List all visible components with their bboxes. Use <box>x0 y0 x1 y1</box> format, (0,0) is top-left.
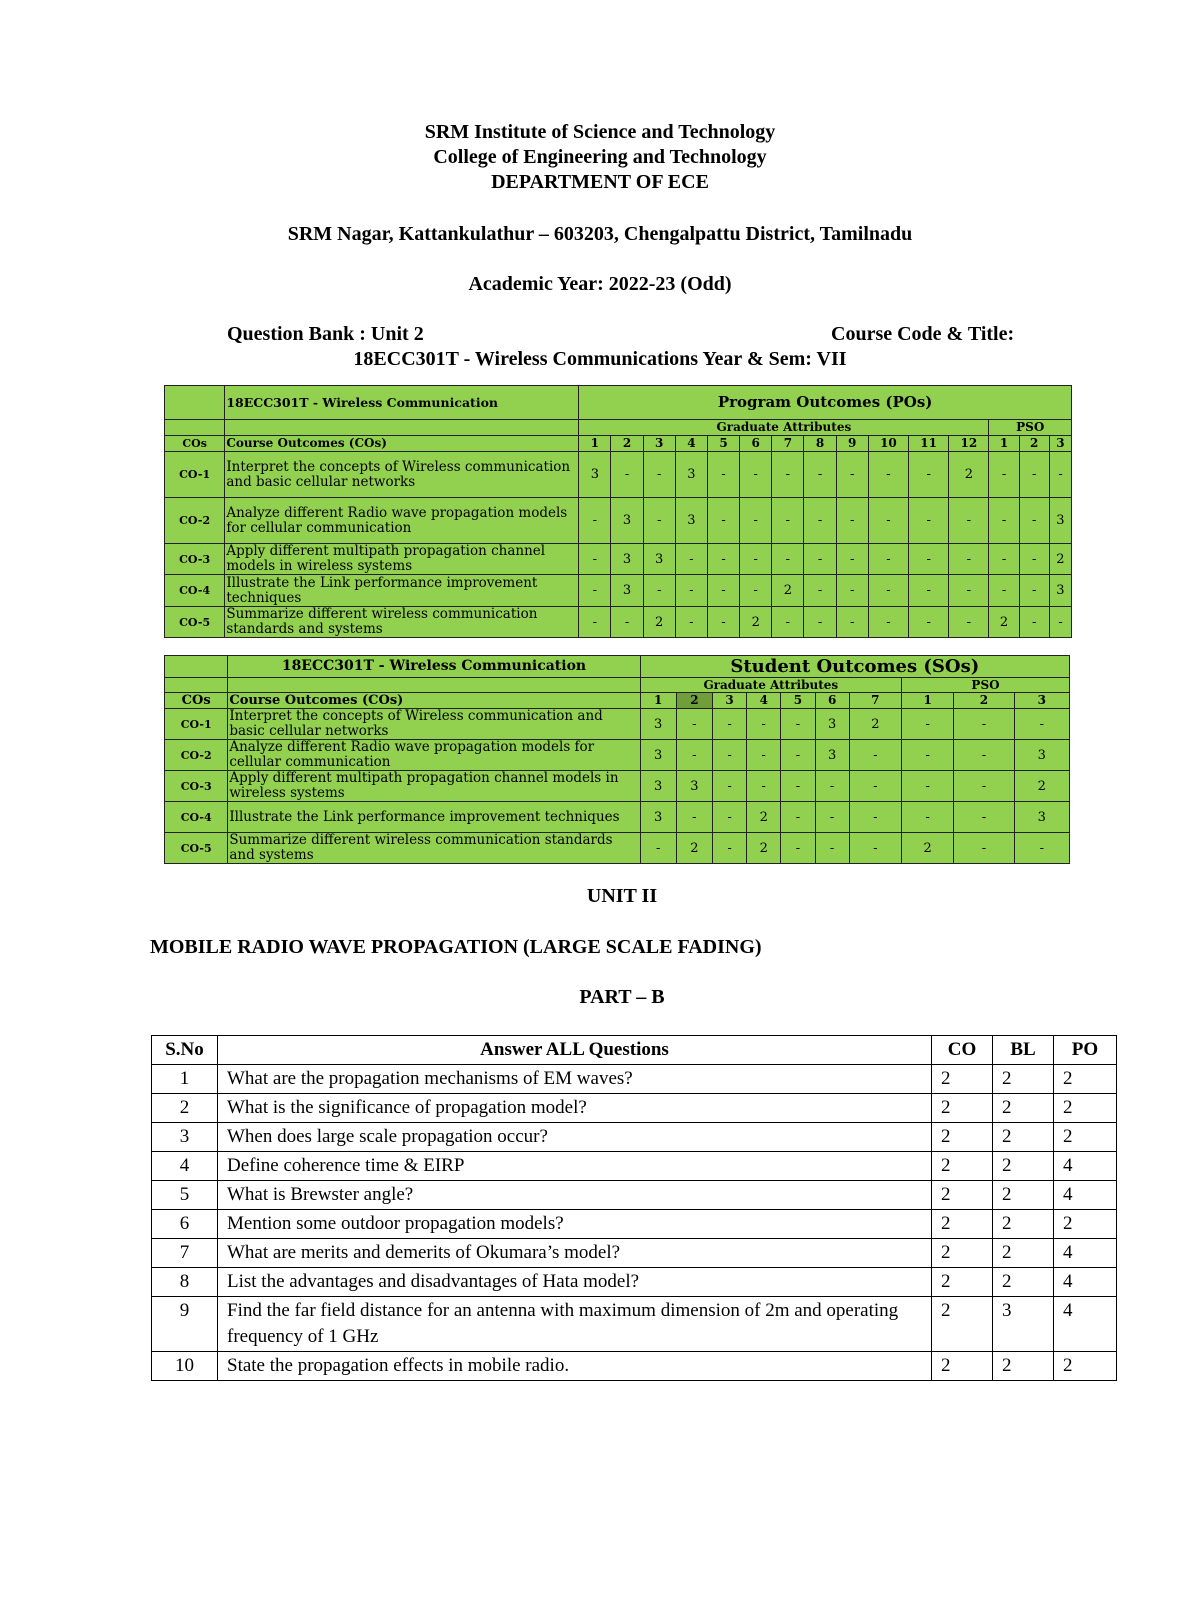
college-name: College of Engineering and Technology <box>433 146 767 168</box>
so-empty-cell <box>228 678 640 693</box>
po-empty-cell <box>165 420 225 436</box>
unit-title: MOBILE RADIO WAVE PROPAGATION (LARGE SCALE FADING) <box>150 936 762 958</box>
po-value-cell: - <box>836 575 868 607</box>
so-value-cell: - <box>849 740 901 771</box>
question-po: 2 <box>1054 1065 1117 1094</box>
question-number: 5 <box>152 1181 218 1210</box>
question-number: 7 <box>152 1239 218 1268</box>
po-pso-header: PSO <box>989 420 1072 436</box>
question-bank-label: Question Bank : Unit 2 <box>227 323 424 345</box>
po-table-row <box>165 607 1072 638</box>
so-value-cell: - <box>640 833 676 864</box>
co-id: CO-3 <box>165 771 228 802</box>
question-row <box>152 1297 1117 1352</box>
so-value-cell: 2 <box>747 833 781 864</box>
question-co: 2 <box>932 1065 993 1094</box>
po-header: PO <box>1054 1036 1117 1065</box>
question-bl: 2 <box>993 1239 1054 1268</box>
question-co: 2 <box>932 1268 993 1297</box>
po-value-cell: 3 <box>643 544 675 575</box>
so-number-header: 4 <box>747 693 781 709</box>
program-outcomes-table <box>164 385 1072 638</box>
address: SRM Nagar, Kattankulathur – 603203, Chengalpattu District, Tamilnadu <box>287 223 913 245</box>
institute-name: SRM Institute of Science and Technology <box>424 121 776 143</box>
po-value-cell: - <box>909 575 949 607</box>
po-value-cell: 2 <box>643 607 675 638</box>
po-value-cell: - <box>707 452 739 498</box>
co-description: Analyze different Radio wave propagation models for cellular communication <box>225 498 579 544</box>
po-value-cell: - <box>949 544 989 575</box>
question-text: Mention some outdoor propagation models? <box>218 1210 932 1239</box>
question-number: 4 <box>152 1152 218 1181</box>
question-co: 2 <box>932 1210 993 1239</box>
course-code-label: Course Code & Title: <box>831 323 1015 345</box>
so-number-header: 2 <box>676 693 712 709</box>
co-description: Analyze different Radio wave propagation models for cellular communication <box>228 740 640 771</box>
po-value-cell: - <box>643 452 675 498</box>
co-id: CO-3 <box>165 544 225 575</box>
po-value-cell: 3 <box>611 575 643 607</box>
so-value-cell: 3 <box>676 771 712 802</box>
question-co: 2 <box>932 1181 993 1210</box>
po-corner-cell <box>165 386 225 420</box>
so-table-row <box>165 833 1070 864</box>
so-cos-header: COs <box>165 693 228 709</box>
po-value-cell: - <box>909 452 949 498</box>
course-line: 18ECC301T - Wireless Communications Year & Sem: VII <box>353 348 847 370</box>
po-value-cell: - <box>579 575 611 607</box>
bl-header: BL <box>993 1036 1054 1065</box>
po-course-outcomes-header: Course Outcomes (COs) <box>225 436 579 452</box>
so-value-cell: - <box>781 802 815 833</box>
co-id: CO-4 <box>165 802 228 833</box>
so-value-cell: - <box>849 833 901 864</box>
po-value-cell: - <box>740 452 772 498</box>
so-value-cell: - <box>954 771 1014 802</box>
question-bl: 2 <box>993 1210 1054 1239</box>
po-value-cell: - <box>772 607 804 638</box>
question-row <box>152 1094 1117 1123</box>
po-value-cell: 3 <box>1049 498 1071 544</box>
co-header: CO <box>932 1036 993 1065</box>
so-value-cell: - <box>902 802 954 833</box>
so-group-header: Student Outcomes (SOs) <box>640 656 1069 678</box>
po-empty-cell <box>225 420 579 436</box>
so-value-cell: - <box>1014 709 1069 740</box>
so-value-cell: - <box>815 802 849 833</box>
pso-number-header: 2 <box>1019 436 1049 452</box>
question-po: 2 <box>1054 1352 1117 1381</box>
po-value-cell: - <box>909 607 949 638</box>
question-text: What are the propagation mechanisms of EM waves? <box>218 1065 932 1094</box>
po-number-header: 2 <box>611 436 643 452</box>
so-value-cell: - <box>815 771 849 802</box>
question-bl: 2 <box>993 1181 1054 1210</box>
co-id: CO-5 <box>165 607 225 638</box>
question-number: 9 <box>152 1297 218 1352</box>
questions-table <box>151 1035 1117 1381</box>
question-po: 4 <box>1054 1181 1117 1210</box>
question-number: 10 <box>152 1352 218 1381</box>
po-value-cell: - <box>909 544 949 575</box>
po-number-header: 3 <box>643 436 675 452</box>
question-bl: 2 <box>993 1268 1054 1297</box>
so-value-cell: - <box>815 833 849 864</box>
co-description: Apply different multipath propagation channel models in wireless systems <box>228 771 640 802</box>
question-co: 2 <box>932 1352 993 1381</box>
so-course-outcomes-header: Course Outcomes (COs) <box>228 693 640 709</box>
so-pso-header: PSO <box>902 678 1070 693</box>
po-number-header: 7 <box>772 436 804 452</box>
po-value-cell: - <box>836 607 868 638</box>
so-value-cell: 2 <box>676 833 712 864</box>
question-co: 2 <box>932 1297 993 1352</box>
question-text: What is Brewster angle? <box>218 1181 932 1210</box>
question-text: When does large scale propagation occur? <box>218 1123 932 1152</box>
po-value-cell: 2 <box>772 575 804 607</box>
po-value-cell: - <box>1019 544 1049 575</box>
po-value-cell: 2 <box>1049 544 1071 575</box>
question-bl: 2 <box>993 1123 1054 1152</box>
so-value-cell: - <box>902 709 954 740</box>
po-value-cell: 3 <box>611 544 643 575</box>
question-co: 2 <box>932 1152 993 1181</box>
po-value-cell: - <box>1019 607 1049 638</box>
po-value-cell: - <box>579 607 611 638</box>
part-heading: PART – B <box>579 986 665 1008</box>
so-value-cell: 3 <box>1014 802 1069 833</box>
po-value-cell: - <box>989 575 1019 607</box>
co-description: Illustrate the Link performance improvement techniques <box>228 802 640 833</box>
po-value-cell: - <box>804 544 836 575</box>
po-value-cell: - <box>989 452 1019 498</box>
co-id: CO-2 <box>165 740 228 771</box>
question-number: 3 <box>152 1123 218 1152</box>
po-graduate-attributes: Graduate Attributes <box>579 420 989 436</box>
co-description: Interpret the concepts of Wireless communication and basic cellular networks <box>228 709 640 740</box>
co-description: Apply different multipath propagation channel models in wireless systems <box>225 544 579 575</box>
po-value-cell: - <box>836 452 868 498</box>
so-pso-number-header: 2 <box>954 693 1014 709</box>
po-value-cell: - <box>868 575 908 607</box>
so-value-cell: 2 <box>747 802 781 833</box>
unit-heading: UNIT II <box>586 885 658 907</box>
so-value-cell: 3 <box>640 740 676 771</box>
question-text: Find the far field distance for an antenna with maximum dimension of 2m and operating frequency of 1 GHz <box>218 1297 932 1352</box>
so-value-cell: - <box>902 771 954 802</box>
so-empty-cell <box>165 678 228 693</box>
question-po: 2 <box>1054 1123 1117 1152</box>
question-co: 2 <box>932 1094 993 1123</box>
po-value-cell: - <box>675 544 707 575</box>
po-value-cell: - <box>868 607 908 638</box>
question-text: What are merits and demerits of Okumara’s model? <box>218 1239 932 1268</box>
po-value-cell: - <box>675 607 707 638</box>
question-po: 2 <box>1054 1210 1117 1239</box>
po-value-cell: - <box>1049 452 1071 498</box>
po-table-row <box>165 544 1072 575</box>
academic-year: Academic Year: 2022-23 (Odd) <box>468 273 732 295</box>
co-id: CO-2 <box>165 498 225 544</box>
po-value-cell: - <box>772 544 804 575</box>
so-value-cell: 3 <box>815 709 849 740</box>
so-value-cell: - <box>676 709 712 740</box>
po-table-row <box>165 452 1072 498</box>
po-value-cell: - <box>868 544 908 575</box>
so-value-cell: 2 <box>1014 771 1069 802</box>
so-value-cell: - <box>712 833 746 864</box>
so-value-cell: 3 <box>640 802 676 833</box>
question-bl: 2 <box>993 1352 1054 1381</box>
question-row <box>152 1152 1117 1181</box>
po-value-cell: - <box>707 544 739 575</box>
so-value-cell: 2 <box>849 709 901 740</box>
co-description: Illustrate the Link performance improvement techniques <box>225 575 579 607</box>
so-value-cell: 3 <box>815 740 849 771</box>
po-group-header: Program Outcomes (POs) <box>579 386 1072 420</box>
po-value-cell: - <box>643 498 675 544</box>
po-value-cell: - <box>740 498 772 544</box>
po-value-cell: - <box>836 544 868 575</box>
so-value-cell: - <box>712 709 746 740</box>
co-id: CO-1 <box>165 452 225 498</box>
po-number-header: 8 <box>804 436 836 452</box>
question-po: 4 <box>1054 1152 1117 1181</box>
question-row <box>152 1239 1117 1268</box>
so-value-cell: - <box>954 833 1014 864</box>
po-value-cell: 2 <box>949 452 989 498</box>
po-number-header: 4 <box>675 436 707 452</box>
so-number-header: 7 <box>849 693 901 709</box>
po-value-cell: - <box>989 498 1019 544</box>
po-value-cell: - <box>1019 575 1049 607</box>
so-value-cell: 3 <box>640 709 676 740</box>
so-value-cell: - <box>1014 833 1069 864</box>
so-graduate-attributes: Graduate Attributes <box>640 678 901 693</box>
po-value-cell: - <box>804 575 836 607</box>
po-value-cell: - <box>804 452 836 498</box>
so-value-cell: - <box>676 802 712 833</box>
question-row <box>152 1268 1117 1297</box>
question-po: 4 <box>1054 1268 1117 1297</box>
department-name: DEPARTMENT OF ECE <box>491 171 709 193</box>
so-value-cell: - <box>747 740 781 771</box>
so-value-cell: 2 <box>902 833 954 864</box>
question-text: List the advantages and disadvantages of Hata model? <box>218 1268 932 1297</box>
sno-header: S.No <box>152 1036 218 1065</box>
so-value-cell: - <box>954 709 1014 740</box>
co-id: CO-4 <box>165 575 225 607</box>
po-value-cell: - <box>740 575 772 607</box>
po-value-cell: - <box>836 498 868 544</box>
co-id: CO-5 <box>165 833 228 864</box>
po-value-cell: - <box>989 544 1019 575</box>
question-text: What is the significance of propagation model? <box>218 1094 932 1123</box>
po-number-header: 6 <box>740 436 772 452</box>
question-row <box>152 1181 1117 1210</box>
question-po: 2 <box>1054 1094 1117 1123</box>
question-row <box>152 1065 1117 1094</box>
po-number-header: 10 <box>868 436 908 452</box>
question-bl: 2 <box>993 1094 1054 1123</box>
po-value-cell: - <box>804 498 836 544</box>
po-table-row <box>165 498 1072 544</box>
so-table-title: 18ECC301T - Wireless Communication <box>228 656 640 678</box>
question-number: 8 <box>152 1268 218 1297</box>
so-number-header: 1 <box>640 693 676 709</box>
po-value-cell: - <box>579 544 611 575</box>
so-number-header: 6 <box>815 693 849 709</box>
po-value-cell: - <box>949 498 989 544</box>
po-number-header: 9 <box>836 436 868 452</box>
po-value-cell: - <box>949 575 989 607</box>
po-value-cell: 3 <box>579 452 611 498</box>
po-value-cell: - <box>868 452 908 498</box>
po-value-cell: - <box>707 498 739 544</box>
so-value-cell: - <box>747 771 781 802</box>
po-value-cell: - <box>949 607 989 638</box>
co-description: Summarize different wireless communication standards and systems <box>228 833 640 864</box>
so-value-cell: - <box>781 740 815 771</box>
po-value-cell: - <box>909 498 949 544</box>
po-value-cell: - <box>740 544 772 575</box>
question-number: 1 <box>152 1065 218 1094</box>
po-value-cell: - <box>611 607 643 638</box>
question-number: 6 <box>152 1210 218 1239</box>
po-value-cell: 2 <box>740 607 772 638</box>
so-value-cell: - <box>849 771 901 802</box>
po-value-cell: - <box>1049 607 1071 638</box>
so-table-row <box>165 740 1070 771</box>
po-number-header: 1 <box>579 436 611 452</box>
po-value-cell: - <box>772 498 804 544</box>
question-bl: 2 <box>993 1065 1054 1094</box>
po-value-cell: - <box>804 607 836 638</box>
po-value-cell: - <box>707 575 739 607</box>
po-value-cell: - <box>772 452 804 498</box>
po-table-row <box>165 575 1072 607</box>
question-row <box>152 1352 1117 1381</box>
question-row <box>152 1210 1117 1239</box>
co-description: Summarize different wireless communication standards and systems <box>225 607 579 638</box>
so-value-cell: 3 <box>1014 740 1069 771</box>
co-description: Interpret the concepts of Wireless communication and basic cellular networks <box>225 452 579 498</box>
so-corner-cell <box>165 656 228 678</box>
so-number-header: 3 <box>712 693 746 709</box>
po-table-title: 18ECC301T - Wireless Communication <box>225 386 579 420</box>
po-value-cell: - <box>707 607 739 638</box>
so-value-cell: 3 <box>640 771 676 802</box>
po-cos-header: COs <box>165 436 225 452</box>
question-po: 4 <box>1054 1297 1117 1352</box>
question-bl: 3 <box>993 1297 1054 1352</box>
question-header: Answer ALL Questions <box>218 1036 932 1065</box>
po-value-cell: - <box>611 452 643 498</box>
so-value-cell: - <box>712 802 746 833</box>
so-number-header: 5 <box>781 693 815 709</box>
question-co: 2 <box>932 1123 993 1152</box>
po-value-cell: 2 <box>989 607 1019 638</box>
question-po: 4 <box>1054 1239 1117 1268</box>
so-table-row <box>165 771 1070 802</box>
pso-number-header: 3 <box>1049 436 1071 452</box>
so-table-row <box>165 709 1070 740</box>
question-text: Define coherence time & EIRP <box>218 1152 932 1181</box>
so-value-cell: - <box>954 802 1014 833</box>
po-value-cell: 3 <box>675 452 707 498</box>
so-value-cell: - <box>781 771 815 802</box>
so-value-cell: - <box>747 709 781 740</box>
so-pso-number-header: 3 <box>1014 693 1069 709</box>
so-value-cell: - <box>849 802 901 833</box>
po-value-cell: - <box>868 498 908 544</box>
co-id: CO-1 <box>165 709 228 740</box>
so-value-cell: - <box>954 740 1014 771</box>
po-value-cell: - <box>1019 452 1049 498</box>
pso-number-header: 1 <box>989 436 1019 452</box>
question-text: State the propagation effects in mobile radio. <box>218 1352 932 1381</box>
so-value-cell: - <box>676 740 712 771</box>
so-value-cell: - <box>712 740 746 771</box>
po-value-cell: 3 <box>1049 575 1071 607</box>
po-value-cell: 3 <box>611 498 643 544</box>
question-number: 2 <box>152 1094 218 1123</box>
po-number-header: 12 <box>949 436 989 452</box>
question-co: 2 <box>932 1239 993 1268</box>
question-bl: 2 <box>993 1152 1054 1181</box>
student-outcomes-table <box>164 655 1070 864</box>
so-value-cell: - <box>712 771 746 802</box>
po-number-header: 11 <box>909 436 949 452</box>
so-pso-number-header: 1 <box>902 693 954 709</box>
so-value-cell: - <box>781 833 815 864</box>
po-value-cell: - <box>579 498 611 544</box>
po-value-cell: - <box>1019 498 1049 544</box>
question-row <box>152 1123 1117 1152</box>
so-value-cell: - <box>902 740 954 771</box>
po-value-cell: 3 <box>675 498 707 544</box>
po-number-header: 5 <box>707 436 739 452</box>
so-value-cell: - <box>781 709 815 740</box>
po-value-cell: - <box>643 575 675 607</box>
so-table-row <box>165 802 1070 833</box>
po-value-cell: - <box>675 575 707 607</box>
